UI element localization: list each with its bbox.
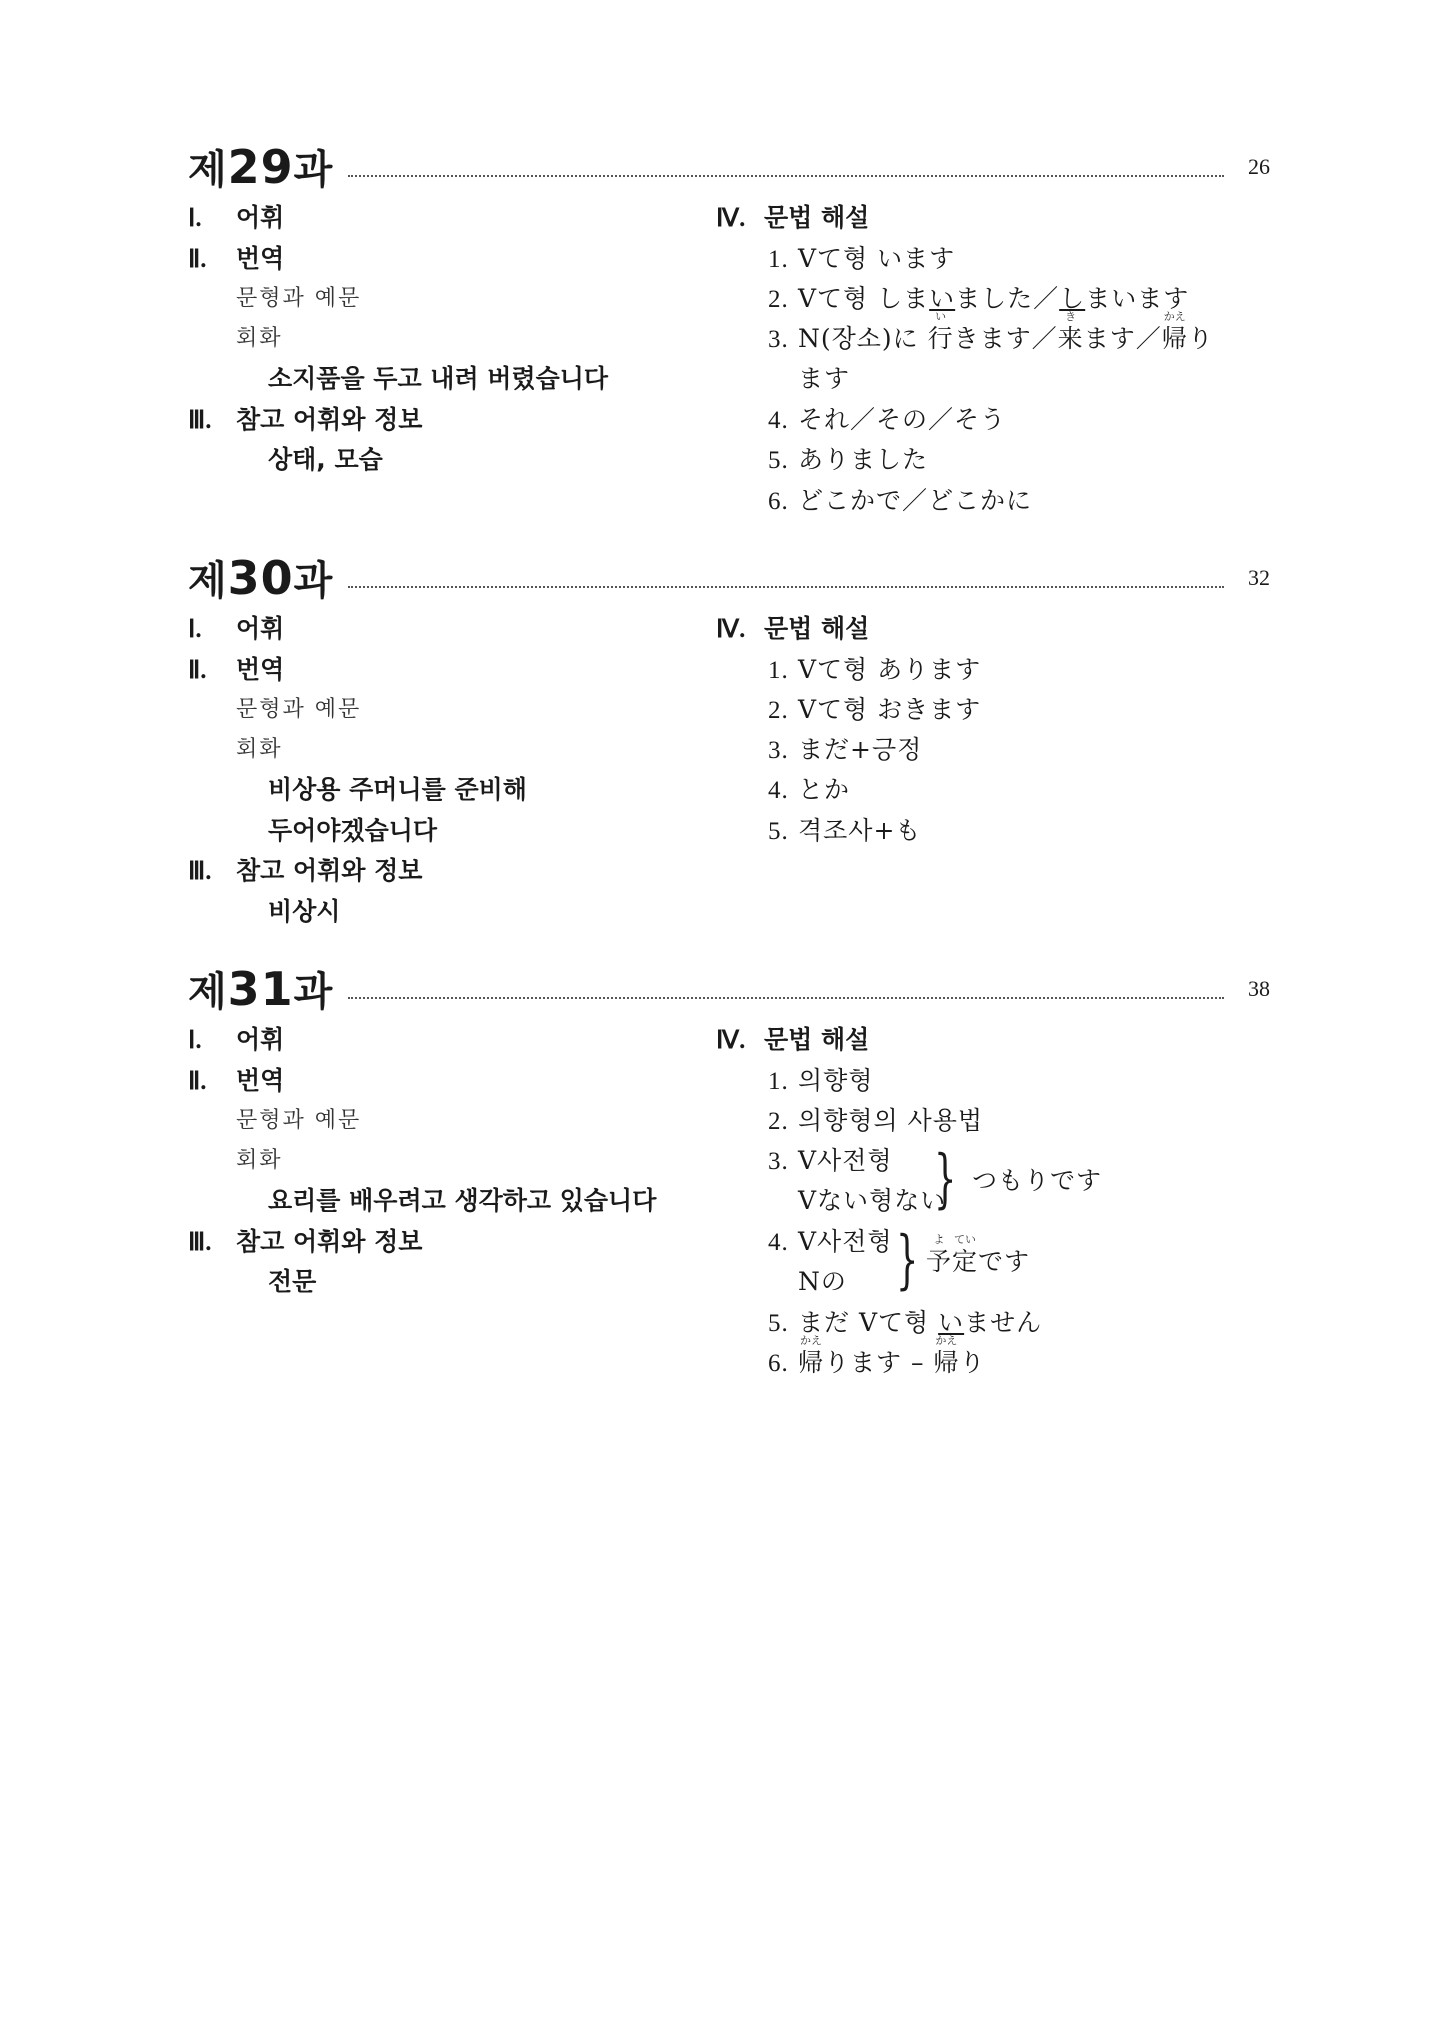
curly-brace-icon: } [896,1223,919,1297]
lesson-29 [188,140,1270,560]
lesson-31 [188,962,1270,1382]
item-number: 4. [768,407,789,434]
grammar-item[interactable] [768,281,1189,317]
lesson-header [188,140,1270,194]
ruby-word [933,1334,960,1381]
dotted-leader [348,997,1224,999]
grammar-item[interactable] [768,310,1214,357]
title-prefix: 제 [188,558,228,604]
item-text: Vて형 おきます [798,695,982,724]
section-label: 참고 어휘와 정보 [236,856,423,885]
grammar-item[interactable] [768,692,981,728]
section-label: 문법 해설 [764,1025,870,1054]
lesson-30 [188,551,1270,971]
item-text: ありました [798,445,929,474]
section-grammar[interactable] [716,200,869,236]
kanji: 帰 [933,1348,960,1377]
ruby-word [927,310,954,357]
kanji: 来 [1057,324,1084,353]
section-translation[interactable] [188,241,284,277]
subsection-patterns[interactable]: 문형과 예문 [236,1108,362,1133]
item-text: です [978,1247,1031,1276]
section-label: 번역 [236,244,285,273]
section-reference[interactable] [188,853,422,889]
reference-topic[interactable]: 전문 [268,1267,317,1296]
item-text: それ／その／そう [798,405,1007,434]
grammar-item-line2: Nの [798,1267,847,1296]
grammar-item[interactable] [768,772,850,808]
item-text: まだ Vて형 [798,1308,939,1337]
dotted-leader [348,586,1224,588]
kanji: 予 [926,1247,953,1276]
item-number: 4. [768,777,789,804]
title-suffix: 과 [293,147,334,193]
grammar-result: つもりです [972,1166,1103,1195]
subsection-conversation[interactable]: 회화 [236,1148,283,1173]
ruby-word [952,1233,979,1280]
section-label: 문법 해설 [764,203,870,232]
grammar-item[interactable] [768,241,955,277]
item-number: 4. [768,1229,789,1256]
furigana: かえ [800,1334,822,1347]
ruby-word [1161,310,1188,357]
page-number[interactable]: 26 [1248,154,1270,179]
item-text: Vて형 います [798,244,956,273]
roman-numeral: Ⅳ. [716,616,746,643]
item-number: 5. [768,447,789,474]
title-prefix: 제 [188,147,228,193]
conversation-title[interactable]: 소지품을 두고 내려 버렸습니다 [268,364,609,393]
grammar-item[interactable] [768,652,981,688]
section-reference[interactable] [188,1224,422,1260]
grammar-item[interactable] [768,1063,873,1099]
item-number: 3. [768,737,789,764]
section-translation[interactable] [188,652,284,688]
item-text: まいます [1085,284,1190,313]
furigana: かえ [935,1334,958,1347]
roman-numeral: Ⅳ. [716,1027,746,1054]
grammar-item[interactable] [768,1103,983,1139]
kanji: 帰 [1161,324,1188,353]
title-suffix: 과 [293,969,334,1015]
section-vocab[interactable] [188,611,284,647]
item-number: 2. [768,286,789,313]
item-text: ません [964,1308,1043,1337]
subsection-conversation[interactable]: 회화 [236,737,283,762]
section-translation[interactable] [188,1063,284,1099]
lesson-title[interactable] [188,962,333,1016]
item-text: まだ+긍정 [798,735,923,764]
section-label: 참고 어휘와 정보 [236,405,423,434]
roman-numeral: Ⅱ. [188,246,207,273]
item-text: ます／ [1083,324,1162,353]
roman-numeral: Ⅰ. [188,205,202,232]
curly-brace-icon: } [934,1142,957,1216]
ruby-word [926,1233,953,1280]
item-text: り [1187,324,1214,353]
item-number: 6. [768,488,789,515]
item-number: 2. [768,697,789,724]
item-text: 의향형의 사용법 [798,1106,983,1135]
lesson-number: 31 [227,962,294,1016]
dotted-leader [348,175,1224,177]
grammar-item[interactable] [768,1334,986,1381]
grammar-item[interactable] [768,1143,893,1179]
underlined-text: い [929,284,956,313]
furigana: き [1065,310,1077,323]
item-text: ります – [824,1348,934,1377]
section-label: 참고 어휘와 정보 [236,1227,423,1256]
grammar-item[interactable] [768,732,922,768]
grammar-item-continuation: ます [798,364,851,393]
item-number: 3. [768,1148,789,1175]
grammar-item[interactable] [768,442,928,478]
lesson-number: 30 [227,551,294,605]
item-text: どこかで／どこかに [798,486,1033,515]
section-label: 어휘 [236,1025,285,1054]
item-number: 1. [768,1068,789,1095]
roman-numeral: Ⅲ. [188,407,212,434]
item-text: Vて형 しま [798,284,930,313]
lesson-header [188,962,1270,1016]
subsection-patterns[interactable]: 문형과 예문 [236,697,362,722]
section-label: 번역 [236,1066,285,1095]
grammar-result [926,1233,1031,1280]
item-text: 격조사+も [798,816,922,845]
furigana: よ [933,1233,945,1246]
roman-numeral: Ⅲ. [188,1229,212,1256]
conversation-title-line2[interactable]: 두어야겠습니다 [268,816,438,845]
grammar-item[interactable] [768,1224,893,1260]
section-label: 번역 [236,655,285,684]
furigana: い [935,310,947,323]
item-number: 1. [768,657,789,684]
underlined-text: い [938,1308,965,1337]
title-suffix: 과 [293,558,334,604]
item-text: ました／ [955,284,1060,313]
item-text: N(장소)に [798,324,928,353]
subsection-patterns[interactable]: 문형과 예문 [236,286,362,311]
roman-numeral: Ⅲ. [188,858,212,885]
roman-numeral: Ⅰ. [188,1027,202,1054]
item-number: 5. [768,1310,789,1337]
section-grammar[interactable] [716,611,869,647]
grammar-item[interactable] [768,813,921,849]
lesson-header [188,551,1270,605]
ruby-word [1057,310,1084,357]
item-number: 1. [768,246,789,273]
item-text: り [959,1348,986,1377]
roman-numeral: Ⅱ. [188,657,207,684]
reference-topic[interactable]: 상태, 모습 [268,445,383,474]
furigana: てい [954,1233,977,1246]
furigana: かえ [1163,310,1186,323]
item-text: V사전형 [798,1227,893,1256]
roman-numeral: Ⅱ. [188,1068,207,1095]
ruby-word [798,1334,825,1381]
section-label: 어휘 [236,203,285,232]
grammar-item[interactable] [768,483,1032,519]
grammar-item[interactable] [768,402,1006,438]
reference-topic[interactable]: 비상시 [268,897,341,926]
item-text: とか [798,775,851,804]
kanji: 行 [927,324,954,353]
page-number[interactable]: 38 [1248,976,1270,1001]
grammar-item-line2: Vない형ない [798,1186,947,1215]
lesson-number: 29 [227,140,294,194]
conversation-title[interactable]: 비상용 주머니를 준비해 [268,775,527,804]
item-text: Vて형 あります [798,655,982,684]
item-number: 5. [768,818,789,845]
kanji: 定 [952,1247,979,1276]
conversation-title[interactable]: 요리를 배우려고 생각하고 있습니다 [268,1186,657,1215]
item-text: きます／ [953,324,1058,353]
roman-numeral: Ⅰ. [188,616,202,643]
section-grammar[interactable] [716,1022,869,1058]
section-vocab[interactable] [188,1022,284,1058]
underlined-text: し [1059,284,1086,313]
lesson-title[interactable] [188,140,333,194]
kanji: 帰 [798,1348,825,1377]
page-number[interactable]: 32 [1248,565,1270,590]
item-text: 의향형 [798,1066,874,1095]
item-number: 6. [768,1350,789,1377]
section-label: 어휘 [236,614,285,643]
subsection-conversation[interactable]: 회화 [236,326,283,351]
section-vocab[interactable] [188,200,284,236]
title-prefix: 제 [188,969,228,1015]
roman-numeral: Ⅳ. [716,205,746,232]
item-text: V사전형 [798,1146,893,1175]
item-number: 3. [768,326,789,353]
item-number: 2. [768,1108,789,1135]
section-reference[interactable] [188,402,422,438]
lesson-title[interactable] [188,551,333,605]
section-label: 문법 해설 [764,614,870,643]
